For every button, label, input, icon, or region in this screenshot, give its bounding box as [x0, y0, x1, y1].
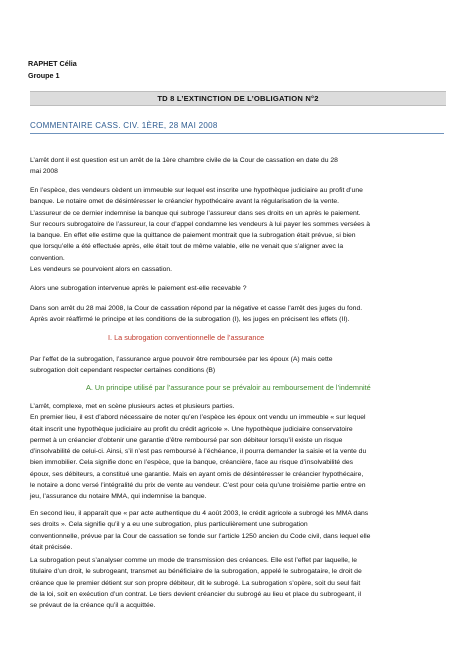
text-line: Dans son arrêt du 28 mai 2008, la Cour de cassation répond par la négative et casse l’arrêt des juges du fond.	[30, 305, 363, 312]
text-line: En premier lieu, il est d’abord nécessaire de noter qu’en l’espèce les époux ont vendu un immeuble « sur lequel	[30, 414, 366, 422]
text-line: Les vendeurs se pourvoient alors en cassation.	[30, 266, 173, 274]
text-line: convention.	[30, 254, 65, 262]
comment-heading: COMMENTAIRE CASS. CIV. 1ÈRE, 28 MAI 2008	[30, 121, 444, 134]
text-line: était précisée.	[30, 543, 73, 551]
text-line: Par l’effet de la subrogation, l’assurance argue pouvoir être remboursée par les époux (A) mais cette	[30, 356, 333, 363]
text-line: d’insolvabilité de celui-ci. Ainsi, s’il n’est pas remboursé à l’échéance, il pourra demander la saisie et la vente du	[30, 448, 367, 456]
text-line: était inscrit une hypothèque judiciaire au profit du crédit agricole ». Une hypothèque judiciaire conservatoire	[30, 425, 353, 433]
text-line: banque. Le notaire omet de désintéresser le créancier hypothécaire avant la régularisation de la vente.	[30, 198, 340, 206]
document-title: TD 8 L’EXTINCTION DE L’OBLIGATION N°2	[30, 91, 446, 106]
text-line: Sur recours subrogatoire de l’assureur, la cour d’appel condamne les vendeurs à lui payer les sommes versées à	[30, 220, 371, 228]
text-line: Après avoir réaffirmé le principe et les conditions de la subrogation (I), les juges en précisent les effets (II).	[30, 316, 350, 324]
text-line: L’arrêt dont il est question est un arrêt de la 1ère chambre civile de la Cour de cassation en date du 28	[30, 157, 338, 164]
text-line: mai 2008	[30, 168, 58, 176]
text-line: époux, ses débiteurs, a constitué une garantie. Mais en ayant omis de désintéresser le créancier hypothécaire,	[30, 470, 364, 478]
section-heading-1: I. La subrogation conventionnelle de l’assurance	[108, 333, 265, 342]
body-paragraph-2	[30, 508, 444, 553]
text-line: de la loi, soit en exécution d’un contrat. Le tiers devient créancier du subrogé au lieu et place du subrogeant, il	[30, 590, 361, 598]
text-line: jeu, l’assurance du notaire MMA, qui indemnise la banque.	[30, 493, 207, 501]
text-line: se prévaut de la créance qu’il a acquittée.	[30, 602, 156, 610]
text-line: L’arrêt, complexe, met en scène plusieurs actes et plusieurs parties.	[30, 403, 235, 410]
text-line: créance que le premier détient sur son propre débiteur, dit le subrogé. La subrogation s’opère, soit du seul fait	[30, 579, 361, 587]
text-line: En second lieu, il apparaît que « par acte authentique du 4 août 2003, le crédit agricole a subrogé les MMA dans	[30, 510, 369, 517]
text-line: ses droits ». Cela signifie qu’il y a eu une subrogation, plus particulièrement une subrogation	[30, 521, 308, 529]
text-line: le notaire a donc versé l’intégralité du prix de vente au vendeur. C’est pour cela qu’une troisième partie entre en	[30, 482, 366, 490]
text-line: subrogation doit cependant respecter certaines conditions (B)	[30, 367, 216, 375]
author-name: RAPHET Célia	[28, 59, 77, 68]
text-line: L’assureur de ce dernier indemnise la banque qui subroge l’assureur dans ses droits en un après le paiement.	[30, 209, 361, 217]
text-line: La subrogation peut s’analyser comme un mode de transmission des créances. Elle est l’effet par laquelle, le	[30, 557, 358, 564]
text-line: permet à un créancier d’obtenir une garantie d’être remboursé par son débiteur lorsqu’il existe un risque	[30, 436, 343, 444]
intro-paragraph	[30, 155, 444, 178]
text-line: bien immobilier. Cela signifie donc en l’espèce, que la banque, créancière, face au risque d’insolvabilité des	[30, 459, 354, 467]
effect-paragraph	[30, 354, 444, 377]
text-line: la banque. En effet elle estime que la quittance de paiement montrait que la subrogation était prévue, si bien	[30, 232, 356, 240]
text-line: Alors une subrogation intervenue après le paiement est-elle recevable ?	[30, 285, 247, 292]
section-heading-A: A. Un principe utilisé par l’assurance pour se prévaloir au remboursement de l’indemnité	[86, 383, 371, 392]
text-line: conventionnelle, prévue par la Cour de cassation se fonde sur l’article 1250 ancien du Code civil, dans lequel elle	[30, 532, 371, 540]
question-paragraph	[30, 283, 444, 294]
text-line: titulaire d’un droit, le subrogeant, transmet au bénéficiaire de la subrogation, appelé le subrogataire, le droit de	[30, 568, 362, 576]
author-group: Groupe 1	[28, 70, 60, 80]
facts-paragraph	[30, 185, 444, 275]
text-line: En l’espèce, des vendeurs cèdent un immeuble sur lequel est inscrite une hypothèque judiciaire au profit d’une	[30, 187, 363, 194]
body-paragraph-3	[30, 555, 444, 611]
author-block	[28, 58, 77, 81]
text-line: que lorsqu’elle a été effectuée après, elle était tout de même valable, elle ne venait que s’aligner avec la	[30, 243, 344, 251]
answer-paragraph	[30, 303, 444, 326]
body-paragraph-1	[30, 401, 444, 503]
